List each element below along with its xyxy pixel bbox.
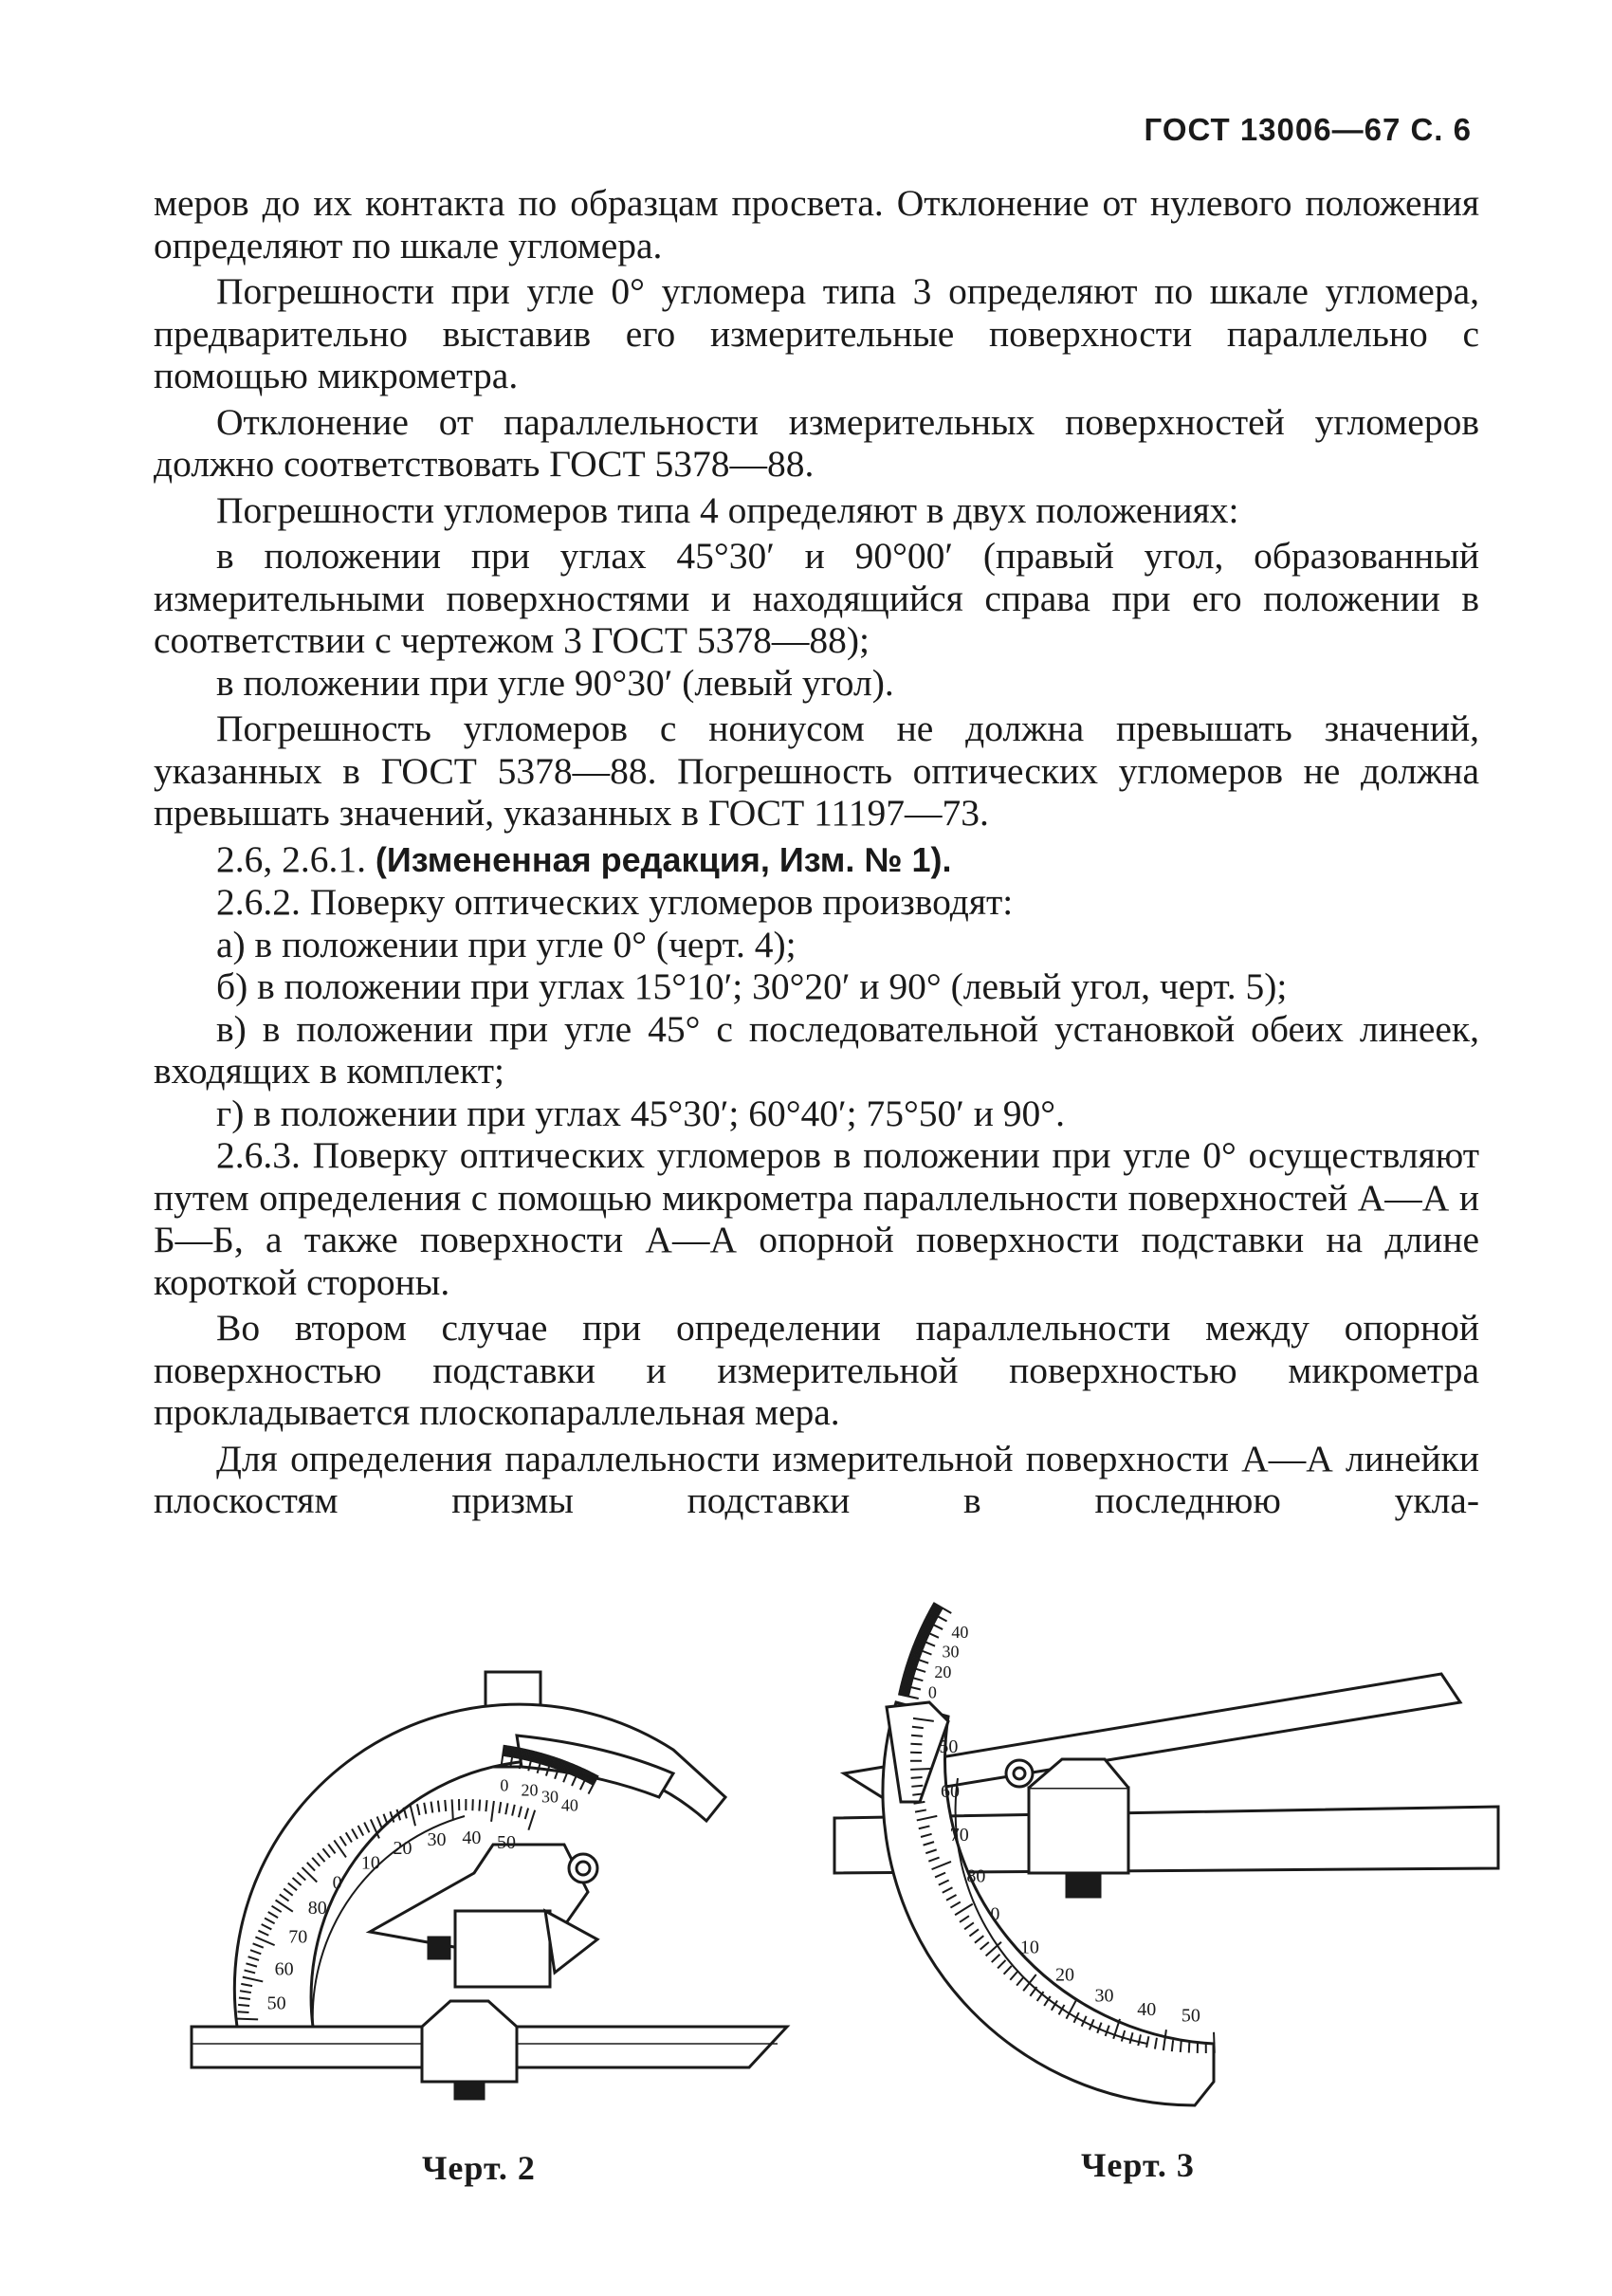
figure-2-scale-tick	[237, 2019, 258, 2020]
body	[1029, 1788, 1128, 1873]
figure-2-caption: Черт. 2	[422, 2149, 536, 2187]
figure-3-scale-label: 10	[1019, 1937, 1039, 1958]
body-text	[154, 182, 1479, 1522]
figure-3-scale-tick	[910, 1769, 931, 1770]
figure-2-scale-tick	[238, 2011, 249, 2012]
figure-2-scale-label: 10	[360, 1852, 380, 1874]
figure-2-scale-label: 40	[462, 1828, 482, 1849]
figure-3-scale-tick	[912, 1727, 924, 1728]
figure-2-scale-label: 20	[393, 1838, 412, 1860]
figure-2-scale-tick	[512, 1805, 515, 1816]
list-item: в) в положении при угле 45° с последовательной установкой обеих линеек, входящих в комплект;	[154, 1007, 1479, 1092]
page-header: ГОСТ 13006—67 С. 6	[1144, 112, 1472, 147]
figure-2-scale-label: 80	[307, 1897, 327, 1919]
figure-3-scale-label: 30	[1094, 1985, 1114, 2007]
figure-2-scale-tick	[519, 1807, 522, 1818]
figure-3-vernier-label: 40	[951, 1622, 969, 1642]
amendment-line	[154, 838, 1479, 882]
figure-2-scale-tick	[499, 1802, 501, 1813]
figure-3-scale-label: 0	[990, 1903, 1000, 1925]
figure-2-scale-label: 70	[288, 1926, 308, 1948]
paragraph: Отклонение от параллельности измерительных поверхностей угломеров должно соответствовать ГОСТ 5378—88.	[154, 400, 1479, 485]
prism	[422, 2001, 517, 2082]
figure-3-scale-label: 20	[1054, 1964, 1074, 1986]
figure-2-scale-tick	[438, 1801, 439, 1812]
figure-3-vernier-label: 20	[934, 1662, 952, 1681]
figure-3-vernier-label: 0	[927, 1682, 937, 1702]
figure-3-scale-tick	[1172, 2040, 1173, 2051]
figure-2-vernier-label: 0	[500, 1775, 509, 1795]
list-item: а) в положении при угле 0° (черт. 4);	[216, 923, 797, 965]
figure-3-scale-tick	[911, 1786, 923, 1787]
figure-3-scale-label: 50	[939, 1736, 959, 1757]
paragraph: в положении при углах 45°30′ и 90°00′ (правый угол, образованный измерительными поверхностями и находящийся справа при его положении в соответствии с чертежом 3 ГОСТ 5378—88);	[154, 535, 1479, 661]
figure-3-scale-label: 80	[966, 1865, 986, 1887]
figure-3	[815, 1622, 1498, 2148]
figure-2-scale-tick	[431, 1802, 433, 1813]
paragraph: Для определения параллельности измерительной поверхности А—А линейки плоскостям призмы подставки в последнюю укла-	[154, 1437, 1479, 1521]
figure-3-scale-tick	[910, 1744, 922, 1745]
list-item: б) в положении при углах 15°10′; 30°20′ и 90° (левый угол, черт. 5);	[216, 965, 1288, 1007]
knob	[569, 1854, 597, 1883]
paragraph: в положении при угле 90°30′ (левый угол).	[216, 661, 894, 704]
list-item: г) в положении при углах 45°30′; 60°40′; 75°50′ и 90°.	[216, 1092, 1065, 1134]
figure-2-scale-tick	[452, 1799, 453, 1820]
figure-2-scale-tick	[505, 1803, 507, 1814]
figure-2-vernier-label: 40	[560, 1795, 578, 1815]
figure-3-drawing	[815, 1622, 1498, 2148]
knob	[1006, 1760, 1033, 1787]
figure-3-scale-tick	[1214, 2032, 1215, 2053]
figure-2-vernier-label: 30	[541, 1787, 559, 1807]
figure-2-scale-tick	[411, 1806, 415, 1826]
figure-2-scale-tick	[445, 1800, 446, 1811]
figure-2-scale-tick	[238, 2005, 249, 2006]
figure-2-scale-tick	[417, 1804, 420, 1815]
figure-3-scale-label: 60	[941, 1780, 961, 1802]
paragraph: Во втором случае при определении параллельности между опорной поверхностью подставки и измерительной поверхностью микрометра прокладывается плоскопараллельная мера.	[154, 1307, 1479, 1433]
figure-3-caption: Черт. 3	[1081, 2146, 1195, 2184]
figure-2-scale-label: 50	[266, 1993, 286, 2014]
figure-2-scale-label: 30	[427, 1829, 447, 1851]
figure-3-vernier-label: 30	[942, 1642, 960, 1662]
figure-3-scale-tick	[1181, 2041, 1182, 2052]
figure-3-scale-tick	[1189, 2042, 1190, 2053]
figure-2-scale-tick	[485, 1800, 486, 1811]
figure-2-drawing	[180, 1655, 797, 2139]
figure-3-scale-label: 50	[1181, 2005, 1200, 2027]
figure-2-scale-label: 50	[496, 1831, 516, 1853]
figure-2-scale-tick	[424, 1803, 426, 1814]
amendment-note: (Измененная редакция, Изм. № 1).	[375, 839, 952, 879]
paragraph: Погрешности угломеров типа 4 определяют в двух положениях:	[216, 488, 1239, 531]
figure-3-scale-label: 70	[949, 1824, 969, 1846]
figure-2-scale-label: 0	[332, 1872, 342, 1894]
paragraph: Погрешность угломеров с нониусом не должна превышать значений, указанных в ГОСТ 5378—88. Погрешность оптических угломеров не должна превышать значений, указанных в ГОСТ 11197—73.	[154, 707, 1479, 834]
figure-2-scale-tick	[479, 1800, 480, 1811]
amendment-clauses: 2.6, 2.6.1.	[216, 837, 366, 880]
figure-3-scale-label: 40	[1137, 1999, 1157, 2021]
figure-2-scale-tick	[528, 1810, 535, 1830]
figure-2-scale-label: 60	[274, 1958, 294, 1980]
paragraph: 2.6.3. Поверку оптических угломеров в положении при угле 0° осуществляют путем определения с помощью микрометра параллельности поверхностей А—А и Б—Б, а также поверхности А—А опорной поверхности подставки на длине короткой стороны.	[154, 1134, 1479, 1303]
figure-2-scale-tick	[525, 1809, 528, 1820]
figure-3-scale-tick	[911, 1777, 923, 1778]
clause-intro: 2.6.2. Поверку оптических угломеров производят:	[216, 881, 1014, 923]
paragraph: Погрешности при угле 0° угломера типа 3 определяют по шкале угломера, предварительно выставив его измерительные поверхности параллельно с помощью микрометра.	[154, 270, 1479, 396]
figure-2-vernier-label: 20	[521, 1780, 539, 1800]
figure-2	[180, 1655, 797, 2139]
figure-2-scale-tick	[491, 1801, 494, 1822]
paragraph: меров до их контакта по образцам просвета. Отклонение от нулевого положения определяют по шкале угломера.	[154, 182, 1479, 266]
